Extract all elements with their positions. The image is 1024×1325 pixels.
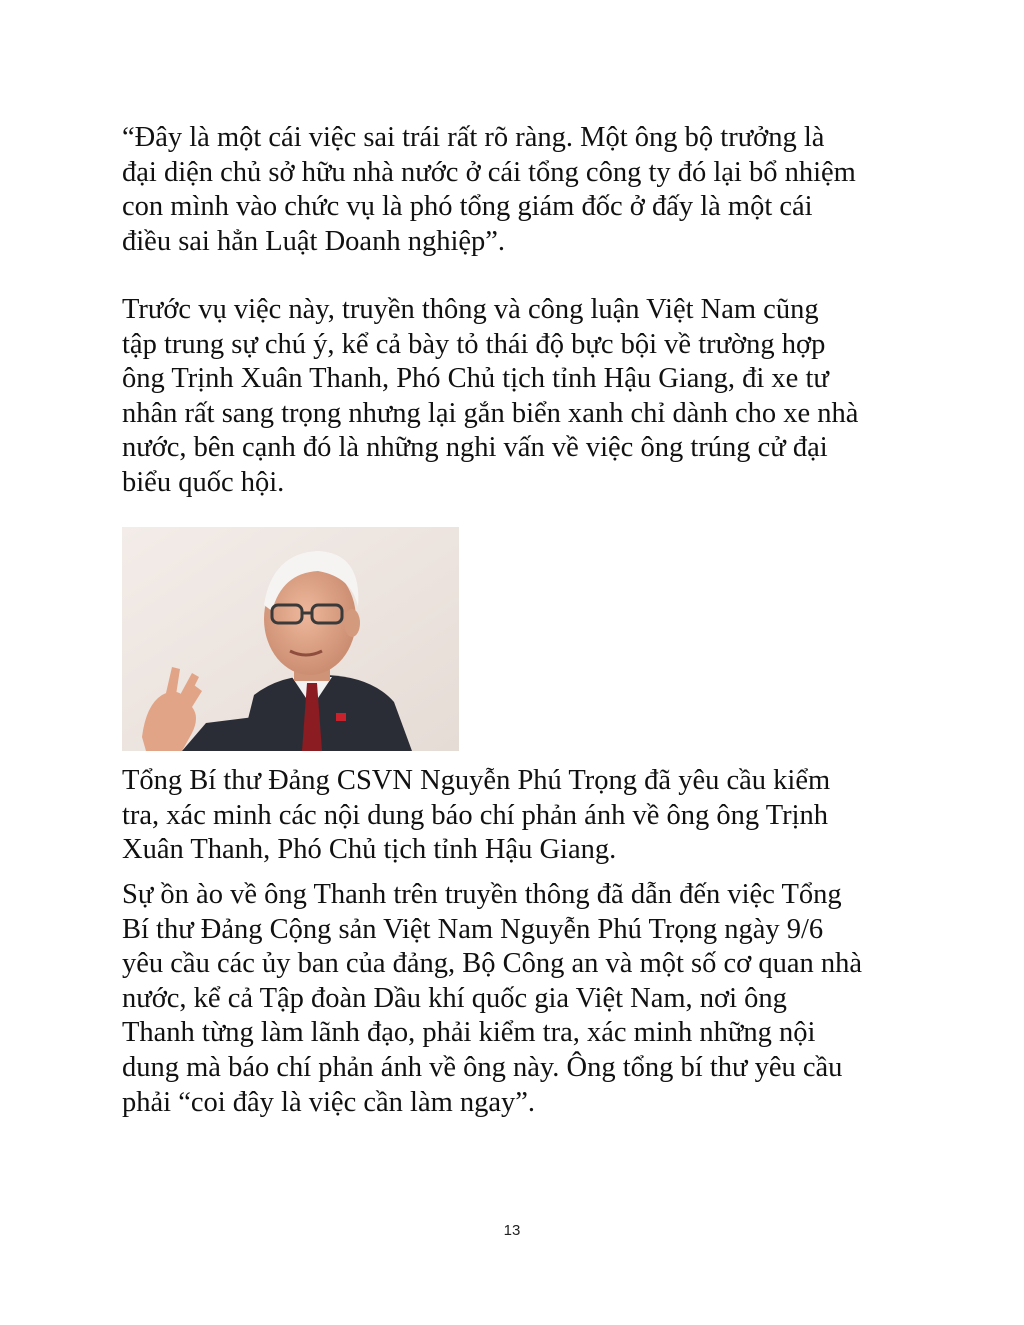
text-line: “Đây là một cái việc sai trái rất rõ ràng. Một ông bộ trưởng là [122,122,825,153]
text-line: tra, xác minh các nội dung báo chí phản ánh về ông ông Trịnh [122,799,829,831]
text-line: nhân rất sang trọng nhưng lại gắn biển xanh chỉ dành cho xe nhà [122,397,859,429]
text-line: Tổng Bí thư Đảng CSVN Nguyễn Phú Trọng đã yêu cầu kiểm [122,765,831,796]
text-line: nước, bên cạnh đó là những nghi vấn về việc ông trúng cử đại [122,432,828,464]
text-line: nước, kể cả Tập đoàn Dầu khí quốc gia Việt Nam, nơi ông [122,982,787,1014]
portrait-illustration [122,527,459,751]
text-line: Thanh từng làm lãnh đạo, phải kiểm tra, xác minh những nội [122,1017,816,1049]
text-line: phải “coi đây là việc cần làm ngay”. [122,1086,536,1118]
text-line: yêu cầu các ủy ban của đảng, Bộ Công an và một số cơ quan nhà [122,948,863,980]
paragraph-followup [122,878,922,1120]
paragraph-context [122,293,922,501]
text-line: đại diện chủ sở hữu nhà nước ở cái tổng công ty đó lại bổ nhiệm [122,156,856,188]
text-line: Sự ồn ào về ông Thanh trên truyền thông đã dẫn đến việc Tổng [122,879,842,910]
text-line: con mình vào chức vụ là phó tổng giám đốc ở đấy là một cái [122,191,813,223]
text-line: Trước vụ việc này, truyền thông và công luận Việt Nam cũng [122,294,819,325]
text-line: biểu quốc hội. [122,466,285,498]
text-line: tập trung sự chú ý, kể cả bày tỏ thái độ bực bội về trường hợp [122,328,826,360]
paragraph-quote [122,121,922,259]
text-line: Bí thư Đảng Cộng sản Việt Nam Nguyễn Phú Trọng ngày 9/6 [122,913,824,945]
paragraph-photo-caption [122,764,922,868]
text-line: ông Trịnh Xuân Thanh, Phó Chủ tịch tỉnh Hậu Giang, đi xe tư [122,363,829,395]
page-number: 13 [503,1222,521,1239]
photo-speaker [122,527,459,751]
text-line: Xuân Thanh, Phó Chủ tịch tỉnh Hậu Giang. [122,834,617,866]
text-line: dung mà báo chí phản ánh về ông này. Ông tổng bí thư yêu cầu [122,1051,843,1083]
text-line: điều sai hẳn Luật Doanh nghiệp”. [122,225,506,257]
